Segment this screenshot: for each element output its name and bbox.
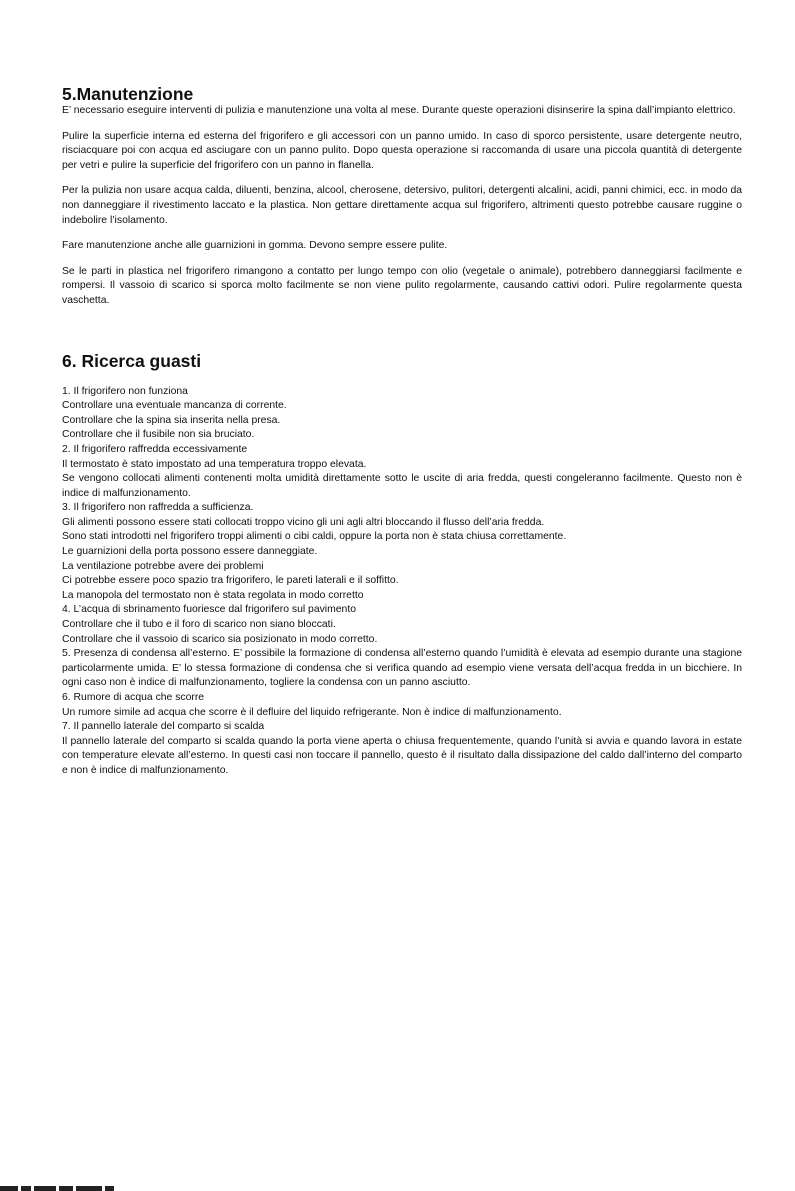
troubleshooting-list	[62, 385, 742, 779]
troubleshooting-line: 5. Presenza di condensa all’esterno. E’ possibile la formazione di condensa all’esterno quando l’umidità è elevata ad esempio durante una stagione particolarmente umida. E’ lo stessa formazione di condensa che si verifica quando ad esempio viene versata dell’acqua fredda in un bicchiere. In ogni caso non è indice di malfunzionamento, togliere la condensa con un panno asciutto.	[62, 648, 742, 689]
troubleshooting-line: 1. Il frigorifero non funziona	[62, 385, 188, 397]
troubleshooting-line: 4. L’acqua di sbrinamento fuoriesce dal frigorifero sul pavimento	[62, 604, 356, 616]
maintenance-paragraph-4: Fare manutenzione anche alle guarnizioni in gomma. Devono sempre essere pulite.	[62, 240, 448, 252]
troubleshooting-line: Controllare che il fusibile non sia bruciato.	[62, 429, 255, 441]
troubleshooting-line: Se vengono collocati alimenti contenenti molta umidità direttamente sotto le uscite di aria fredda, questi congeleranno facilmente. Questo non è indice di malfunzionamento.	[62, 473, 742, 499]
troubleshooting-line: Controllare una eventuale mancanza di corrente.	[62, 400, 287, 412]
troubleshooting-line: 6. Rumore di acqua che scorre	[62, 692, 205, 703]
troubleshooting-line: 2. Il frigorifero raffredda eccessivamente	[62, 443, 248, 455]
troubleshooting-line: Controllare che la spina sia inserita nella presa.	[62, 414, 281, 426]
maintenance-paragraph-1: E’ necessario eseguire interventi di pulizia e manutenzione una volta al mese. Durante queste operazioni disinserire la spina dall’impianto elettrico.	[62, 105, 736, 116]
troubleshooting-line: Controllare che il tubo e il foro di scarico non siano bloccati.	[62, 619, 336, 631]
troubleshooting-line: La manopola del termostato non è stata regolata in modo corretto	[62, 589, 364, 601]
section-5-title: 5.Manutenzione	[62, 84, 194, 104]
section-6-title: 6. Ricerca guasti	[62, 350, 202, 371]
troubleshooting-line: Controllare che il vassoio di scarico sia posizionato in modo corretto.	[62, 633, 378, 645]
troubleshooting-line: Il termostato è stato impostato ad una temperatura troppo elevata.	[62, 458, 367, 470]
troubleshooting-line: 7. Il pannello laterale del comparto si scalda	[62, 721, 265, 733]
troubleshooting-line: Un rumore simile ad acqua che scorre è il defluire del liquido refrigerante. Non è indice di malfunzionamento.	[62, 706, 562, 718]
maintenance-paragraph-5: Se le parti in plastica nel frigorifero rimangono a contatto per lungo tempo con olio (vegetale o animale), potrebbero danneggiarsi facilmente e rompersi. Il vassoio di scarico si sporca molto facilmente se non viene pulito regolarmente, causando cattivi odori. Pulire regolarmente questa vaschetta.	[62, 265, 742, 306]
maintenance-paragraph-2: Pulire la superficie interna ed esterna del frigorifero e gli accessori con un panno umido. In caso di sporco persistente, usare detergente neutro, risciacquare poi con acqua ed asciugare con un panno pulito. Dopo questa operazione si raccomanda di usare una piccola quantità di detergente per vetri e pulire la superficie del frigorifero con un panno in flanella.	[62, 130, 742, 171]
troubleshooting-line: Le guarnizioni della porta possono essere danneggiate.	[62, 546, 318, 558]
troubleshooting-line: La ventilazione potrebbe avere dei problemi	[62, 560, 264, 572]
troubleshooting-line: Gli alimenti possono essere stati collocati troppo vicino gli uni agli altri bloccando il flusso dell’aria fredda.	[62, 516, 545, 528]
troubleshooting-line: Sono stati introdotti nel frigorifero troppi alimenti o cibi caldi, oppure la porta non è stata chiusa correttamente.	[62, 531, 567, 543]
troubleshooting-line: 3. Il frigorifero non raffredda a sufficienza.	[62, 502, 254, 514]
bottom-crop-marks	[0, 1186, 400, 1191]
troubleshooting-line: Ci potrebbe essere poco spazio tra frigorifero, le pareti laterali e il soffitto.	[62, 575, 399, 587]
maintenance-paragraph-3: Per la pulizia non usare acqua calda, diluenti, benzina, alcool, cherosene, detersivo, pulitori, detergenti alcalini, acidi, panni chimici, ecc. in modo da non danneggiare il rivestimento laccato e la plastica. Non gettare direttamente acqua sul frigorifero, altrimenti questo potrebbe causare ruggine o indebolire l’isolamento.	[62, 185, 742, 226]
troubleshooting-line: Il pannello laterale del comparto si scalda quando la porta viene aperta o chiusa frequentemente, quando l’unità si avvia e quando lavora in estate con temperature elevate all’esterno. In questi casi non toccare il pannello, questo è il risultato dalla dissipazione del caldo dall’interno del comparto e non è indice di malfunzionamento.	[62, 735, 742, 776]
document-page	[62, 84, 742, 779]
